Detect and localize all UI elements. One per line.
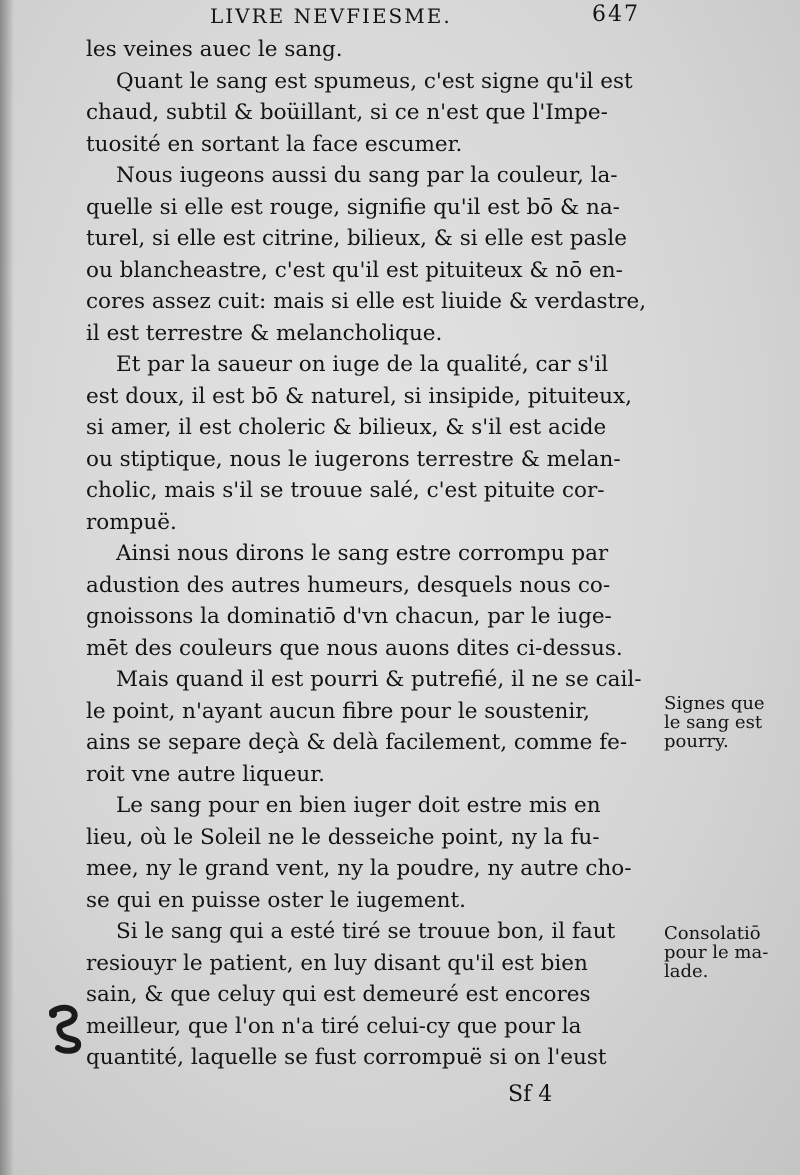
running-head: LIVRE NEVFIESME.: [210, 4, 452, 28]
margin-note-line: pourry.: [664, 731, 729, 752]
margin-note-line: pour le ma-: [664, 942, 769, 963]
text-line: lieu, où le Soleil ne le desseiche point, ny la fu-: [86, 824, 600, 850]
text-line: si amer, il est choleric & bilieux, & s'il est acide: [86, 415, 607, 440]
text-line: les veines auec le sang.: [86, 37, 343, 62]
text-line: mēt des couleurs que nous auons dites ci-dessus.: [86, 635, 623, 661]
text-line: ou blancheastre, c'est qu'il est pituiteux & nō en-: [86, 257, 623, 283]
text-line: rompuë.: [86, 509, 177, 535]
text-line: tuosité en sortant la face escumer.: [86, 131, 463, 157]
text-line: gnoissons la dominatiō d'vn chacun, par le iuge-: [86, 604, 612, 629]
text-line: ou stiptique, nous le iugerons terrestre & melan-: [86, 446, 621, 472]
text-line: le point, n'ayant aucun fibre pour le soustenir,: [86, 698, 591, 724]
page-header: [210, 4, 640, 30]
text-line: Si le sang qui a esté tiré se trouue bon, il faut: [116, 919, 616, 944]
text-line: roit vne autre liqueur.: [86, 761, 325, 787]
text-line: est doux, il est bō & naturel, si insipide, pituiteux,: [86, 383, 632, 409]
margin-note-line: Consolatiō: [664, 923, 761, 944]
main-text-block: [86, 34, 652, 1074]
signature-mark: Sf 4: [508, 1082, 553, 1107]
text-line: cholic, mais s'il se trouue salé, c'est pituite cor-: [86, 478, 605, 503]
text-line: meilleur, que l'on n'a tiré celui-cy que pour la: [86, 1013, 582, 1039]
text-line: Mais quand il est pourri & putrefié, il ne se cail-: [116, 667, 642, 692]
text-line: quelle si elle est rouge, signifie qu'il est bō & na-: [86, 194, 620, 220]
text-line: quantité, laquelle se fust corrompuë si on l'eust: [86, 1045, 607, 1070]
text-line: Et par la saueur on iuge de la qualité, car s'il: [116, 352, 609, 377]
margin-note-line: le sang est: [664, 712, 763, 733]
text-line: chaud, subtil & boüillant, si ce n'est que l'Impe-: [86, 100, 608, 125]
text-line: Ainsi nous dirons le sang estre corrompu par: [116, 541, 609, 566]
page-number: 647: [592, 2, 640, 27]
text-line: sain, & que celuy qui est demeuré est encores: [86, 982, 591, 1007]
margin-note-signes: [664, 694, 794, 751]
margin-note-line: Signes que: [664, 693, 765, 714]
text-line: turel, si elle est citrine, bilieux, & si elle est pasle: [86, 226, 627, 251]
text-line: mee, ny le grand vent, ny la poudre, ny autre cho-: [86, 856, 632, 881]
text-line: il est terrestre & melancholique.: [86, 320, 443, 346]
text-line: resiouyr le patient, en luy disant qu'il est bien: [86, 950, 588, 976]
text-line: Le sang pour en bien iuger doit estre mis en: [116, 793, 601, 818]
margin-note-line: lade.: [664, 961, 709, 982]
text-line: Nous iugeons aussi du sang par la couleur, la-: [116, 163, 618, 188]
text-line: ains se separe deçà & delà facilement, comme fe-: [86, 730, 628, 755]
margin-note-consolation: [664, 924, 794, 981]
printers-ornament-icon: [44, 1002, 90, 1054]
text-line: Quant le sang est spumeus, c'est signe qu'il est: [116, 68, 633, 94]
text-line: adustion des autres humeurs, desquels nous co-: [86, 572, 611, 598]
text-line: cores assez cuit: mais si elle est liuide & verdastre,: [86, 289, 647, 314]
text-line: se qui en puisse oster le iugement.: [86, 887, 466, 913]
